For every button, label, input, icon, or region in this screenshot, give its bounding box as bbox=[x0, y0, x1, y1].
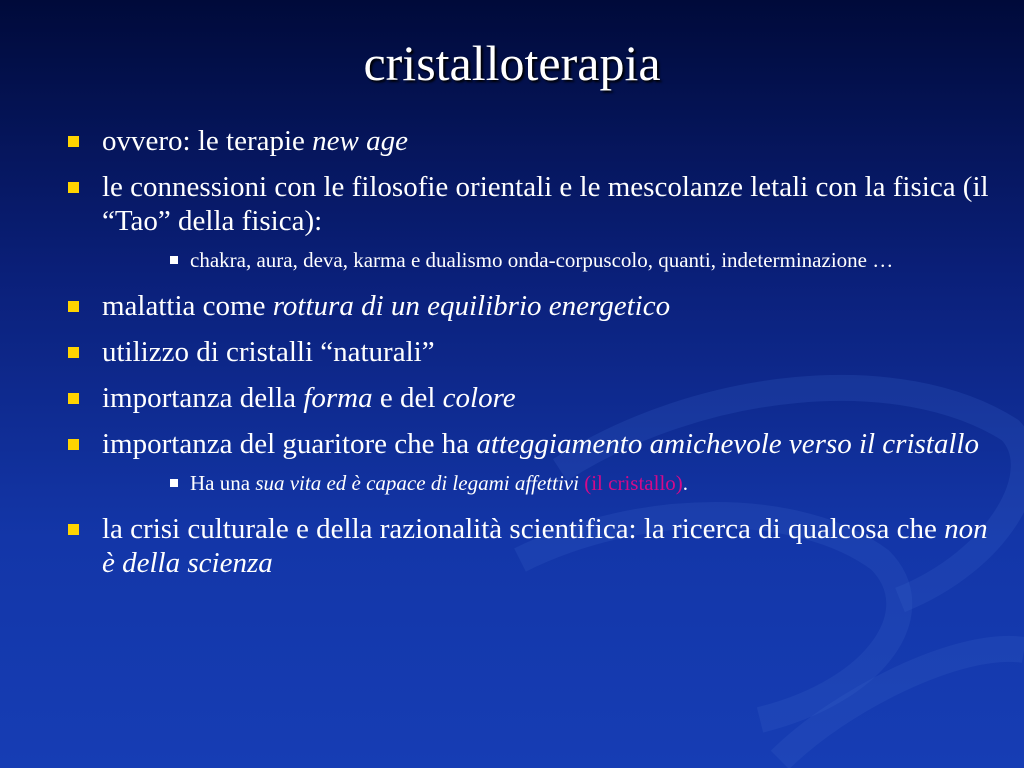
text-run: sua vita ed è capace di legami affettivi bbox=[255, 471, 579, 495]
text-run: colore bbox=[442, 382, 516, 414]
text-run: forma bbox=[303, 382, 373, 414]
square-bullet-icon bbox=[68, 524, 79, 535]
text-run: (il cristallo) bbox=[578, 471, 683, 495]
text-run: rottura di un equilibrio energetico bbox=[272, 290, 671, 322]
square-bullet-icon bbox=[68, 182, 79, 193]
slide-title: cristalloterapia bbox=[363, 35, 661, 91]
text-run: e del bbox=[372, 382, 443, 414]
text-run: new age bbox=[312, 125, 408, 157]
text-run: . bbox=[682, 471, 689, 495]
square-bullet-icon bbox=[68, 439, 79, 450]
square-bullet-icon bbox=[68, 347, 79, 358]
sub-bullet-item bbox=[166, 248, 994, 273]
square-bullet-icon bbox=[68, 301, 79, 312]
bullet-list bbox=[64, 124, 994, 592]
text-run: atteggiamento amichevole verso il cristallo bbox=[476, 428, 979, 460]
text-run: Ha una bbox=[190, 471, 256, 495]
bullet-item bbox=[64, 170, 994, 238]
text-run: la crisi culturale e della razionalità scientifica: la ricerca di qualcosa che bbox=[102, 513, 945, 545]
text-run: ovvero: le terapie bbox=[102, 125, 313, 157]
square-bullet-icon bbox=[170, 479, 178, 487]
bullet-item bbox=[64, 381, 994, 415]
text-run: importanza della bbox=[102, 382, 304, 414]
square-bullet-icon bbox=[170, 256, 178, 264]
bullet-text bbox=[102, 382, 516, 414]
bullet-text bbox=[190, 248, 893, 272]
bullet-text bbox=[102, 125, 408, 157]
text-run: utilizzo di cristalli “naturali” bbox=[102, 336, 435, 368]
bullet-text bbox=[102, 336, 435, 368]
text-run: chakra, aura, deva, karma e dualismo onda-corpuscolo, quanti, indeterminazione … bbox=[190, 248, 894, 272]
square-bullet-icon bbox=[68, 393, 79, 404]
text-run: malattia come bbox=[102, 290, 273, 322]
sub-bullet-item bbox=[166, 471, 994, 496]
bullet-text bbox=[102, 513, 988, 579]
bullet-item bbox=[64, 512, 994, 580]
text-run: non è della scienza bbox=[102, 513, 988, 579]
bullet-item bbox=[64, 335, 994, 369]
bullet-text bbox=[102, 428, 979, 460]
bullet-text bbox=[190, 471, 688, 495]
bullet-item bbox=[64, 427, 994, 461]
bullet-item bbox=[64, 289, 994, 323]
bullet-text bbox=[102, 171, 989, 237]
text-run: importanza del guaritore che ha bbox=[102, 428, 477, 460]
bullet-text bbox=[102, 290, 670, 322]
bullet-item bbox=[64, 124, 994, 158]
square-bullet-icon bbox=[68, 136, 79, 147]
text-run: le connessioni con le filosofie orientali e le mescolanze letali con la fisica (il “Tao” della fisica): bbox=[102, 171, 989, 237]
